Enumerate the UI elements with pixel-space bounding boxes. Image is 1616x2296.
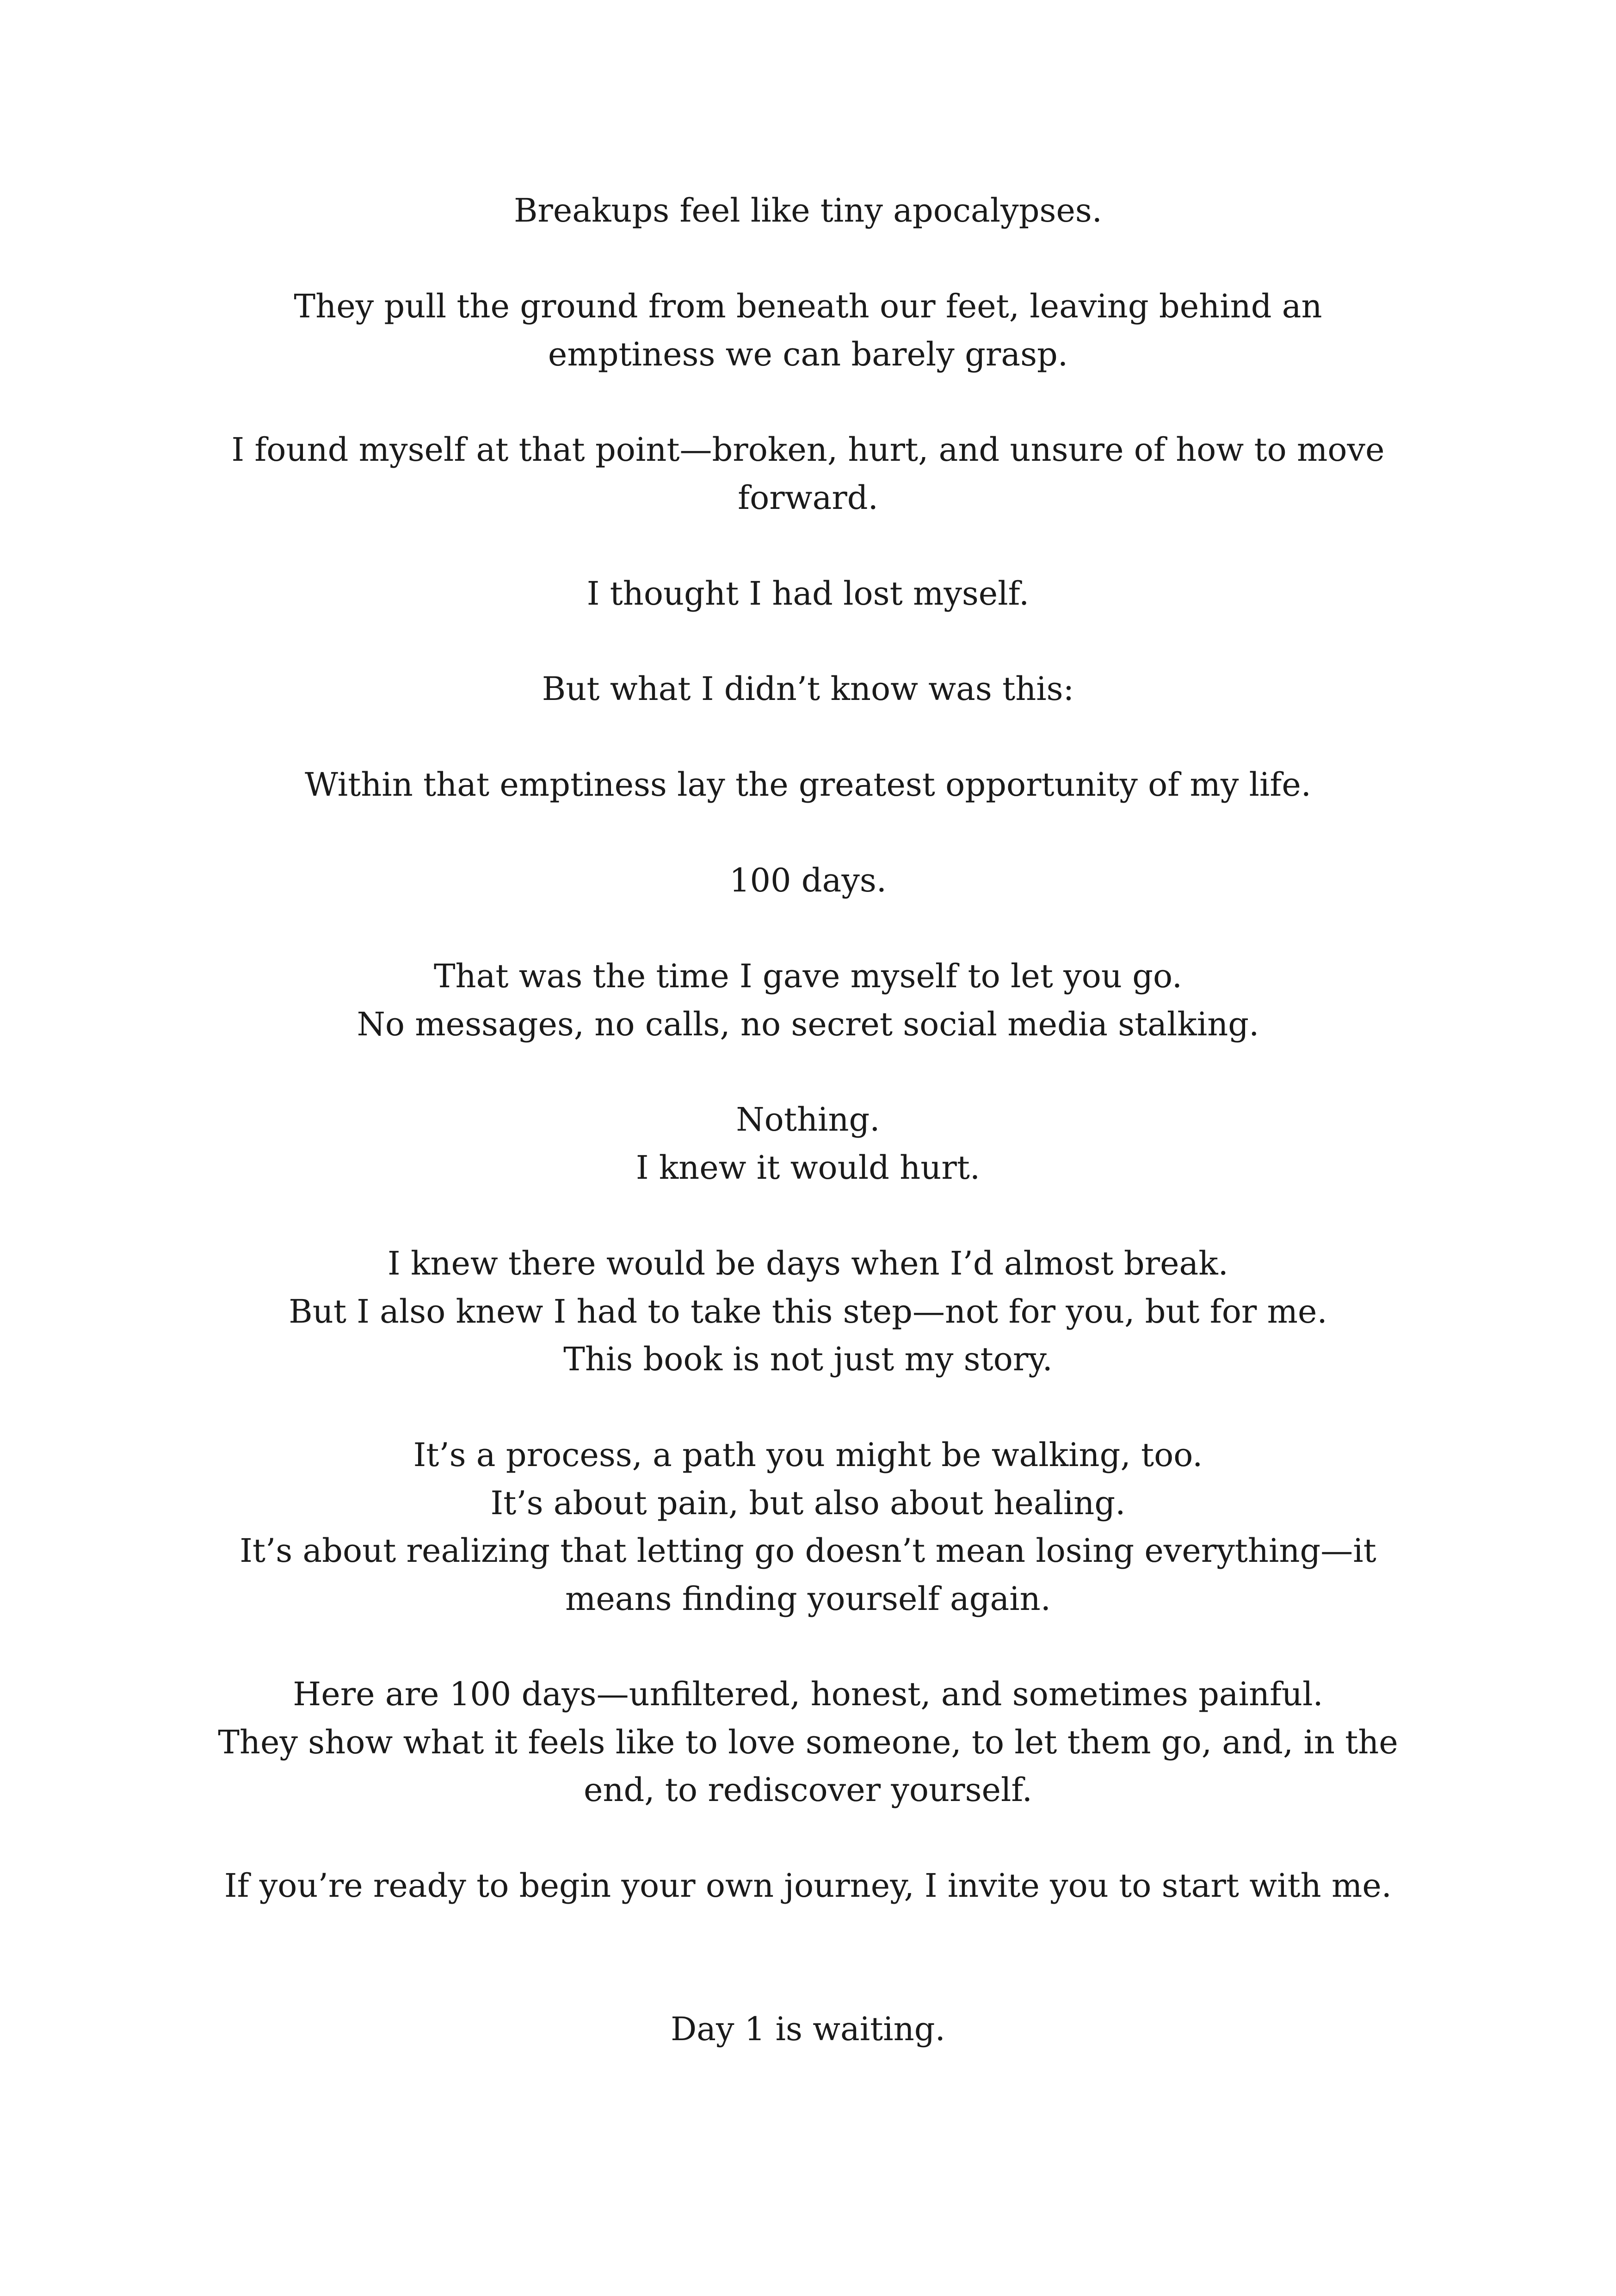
text-line: No messages, no calls, no secret social media stalking. <box>357 1005 1259 1043</box>
text-line: They show what it feels like to love someone, to let them go, and, in the <box>218 1723 1398 1761</box>
text-line: end, to rediscover yourself. <box>583 1771 1033 1809</box>
text-line: It’s about pain, but also about healing. <box>490 1484 1126 1522</box>
text-line: It’s a process, a path you might be walking, too. <box>413 1436 1203 1474</box>
text-line: I knew it would hurt. <box>635 1149 981 1187</box>
text-line: That was the time I gave myself to let you go. <box>433 957 1183 995</box>
text-line: forward. <box>738 479 878 517</box>
text-line: Within that emptiness lay the greatest opportunity of my life. <box>304 766 1311 804</box>
text-line: Nothing. <box>736 1101 880 1139</box>
text-line: Here are 100 days—unfiltered, honest, and sometimes painful. <box>293 1675 1323 1713</box>
text-line: means finding yourself again. <box>565 1580 1051 1618</box>
text-line: If you’re ready to begin your own journey, I invite you to start with me. <box>224 1867 1392 1905</box>
text-line: I knew there would be days when I’d almost break. <box>388 1244 1228 1282</box>
text-line: They pull the ground from beneath our feet, leaving behind an <box>294 287 1322 325</box>
text-line: But what I didn’t know was this: <box>542 670 1074 708</box>
text-line: 100 days. <box>729 861 887 899</box>
text-line: This book is not just my story. <box>563 1340 1053 1378</box>
text-line: It’s about realizing that letting go doesn’t mean losing everything—it <box>240 1532 1376 1570</box>
text-line: emptiness we can barely grasp. <box>548 335 1068 373</box>
text-line: I thought I had lost myself. <box>586 575 1030 613</box>
text-line: But I also knew I had to take this step—not for you, but for me. <box>289 1293 1327 1331</box>
text-line: Day 1 is waiting. <box>671 2010 945 2048</box>
text-line: I found myself at that point—broken, hurt, and unsure of how to move <box>231 431 1385 469</box>
text-line: Breakups feel like tiny apocalypses. <box>513 192 1103 229</box>
